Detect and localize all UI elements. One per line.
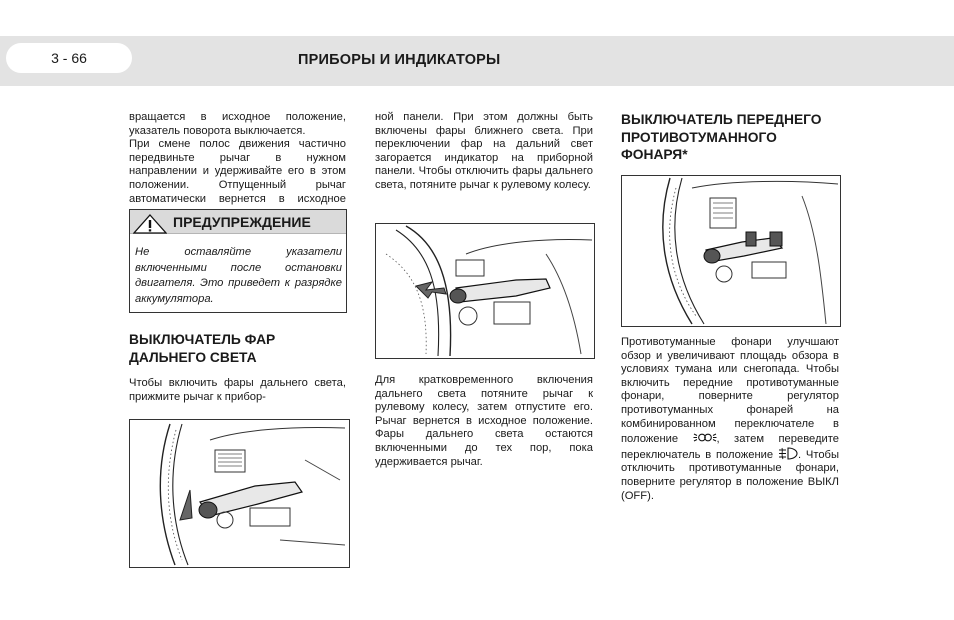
section-title: ПРИБОРЫ И ИНДИКАТОРЫ — [298, 52, 501, 68]
warning-title: ПРЕДУПРЕЖДЕНИЕ — [173, 214, 311, 230]
warning-text: Не оставляйте указатели включенными после остановки двигателя. Это приведет к разрядке аккумулятора. — [135, 246, 342, 305]
warning-triangle-icon — [133, 214, 167, 234]
fog-light-heading: ВЫКЛЮЧАТЕЛЬ ПЕРЕДНЕГО ПРОТИВОТУМАННОГО ФОНАРЯ* — [621, 112, 822, 162]
warning-header — [130, 210, 346, 234]
col1-para2: При смене полос движения частично передвиньте рычаг в нужном направлении и удерживайте его в этом положении. Отпущенный рычаг автоматически вернется в исходное — [129, 138, 346, 205]
page-number: 3 - 66 — [6, 43, 132, 73]
col3-para-b: , затем переведите переключатель в положение — [621, 433, 839, 461]
col3-para-a: Противотуманные фонари улучшают обзор и увеличивают площадь обзора в условиях тумана или снегопада. Чтобы включить передние противотуманные фонари, поверните регулятор противотуманных фонарей на комбинированном переключателе в положение — [621, 336, 839, 446]
warning-box — [129, 209, 347, 313]
col2-para2: Для кратковременного включения дальнего света потяните рычаг к рулевому колесу, затем отпустите его. Рычаг вернется в исходное положение. Фары дальнего света остаются включенными до тех пор, пока удерживается рычаг. — [375, 374, 593, 468]
front-fog-light-icon — [778, 447, 798, 460]
high-beam-flash-illustration — [375, 223, 595, 359]
col1-para1: вращается в исходное положение, указатель поворота выключается. — [129, 111, 346, 137]
col3-text — [621, 336, 839, 503]
col1-intro — [129, 111, 346, 220]
col1-para3: Чтобы включить фары дальнего света, прижмите рычаг к прибор- — [129, 377, 346, 403]
high-beam-illustration — [129, 419, 350, 568]
high-beam-heading: ВЫКЛЮЧАТЕЛЬ ФАР ДАЛЬНЕГО СВЕТА — [129, 332, 276, 365]
fog-light-illustration — [621, 175, 841, 327]
col2-para1: ной панели. При этом должны быть включены фары ближнего света. При переключении фар на дальний свет загорается индикатор на приборной панели. Чтобы отключить фары дальнего света, потяните рычаг к рулевому колесу. — [375, 111, 593, 191]
col3-para-c: . Чтобы отключить противотуманные фонари, поверните регулятор в положение ВЫКЛ (OFF). — [621, 448, 839, 502]
parking-light-icon — [693, 431, 717, 444]
